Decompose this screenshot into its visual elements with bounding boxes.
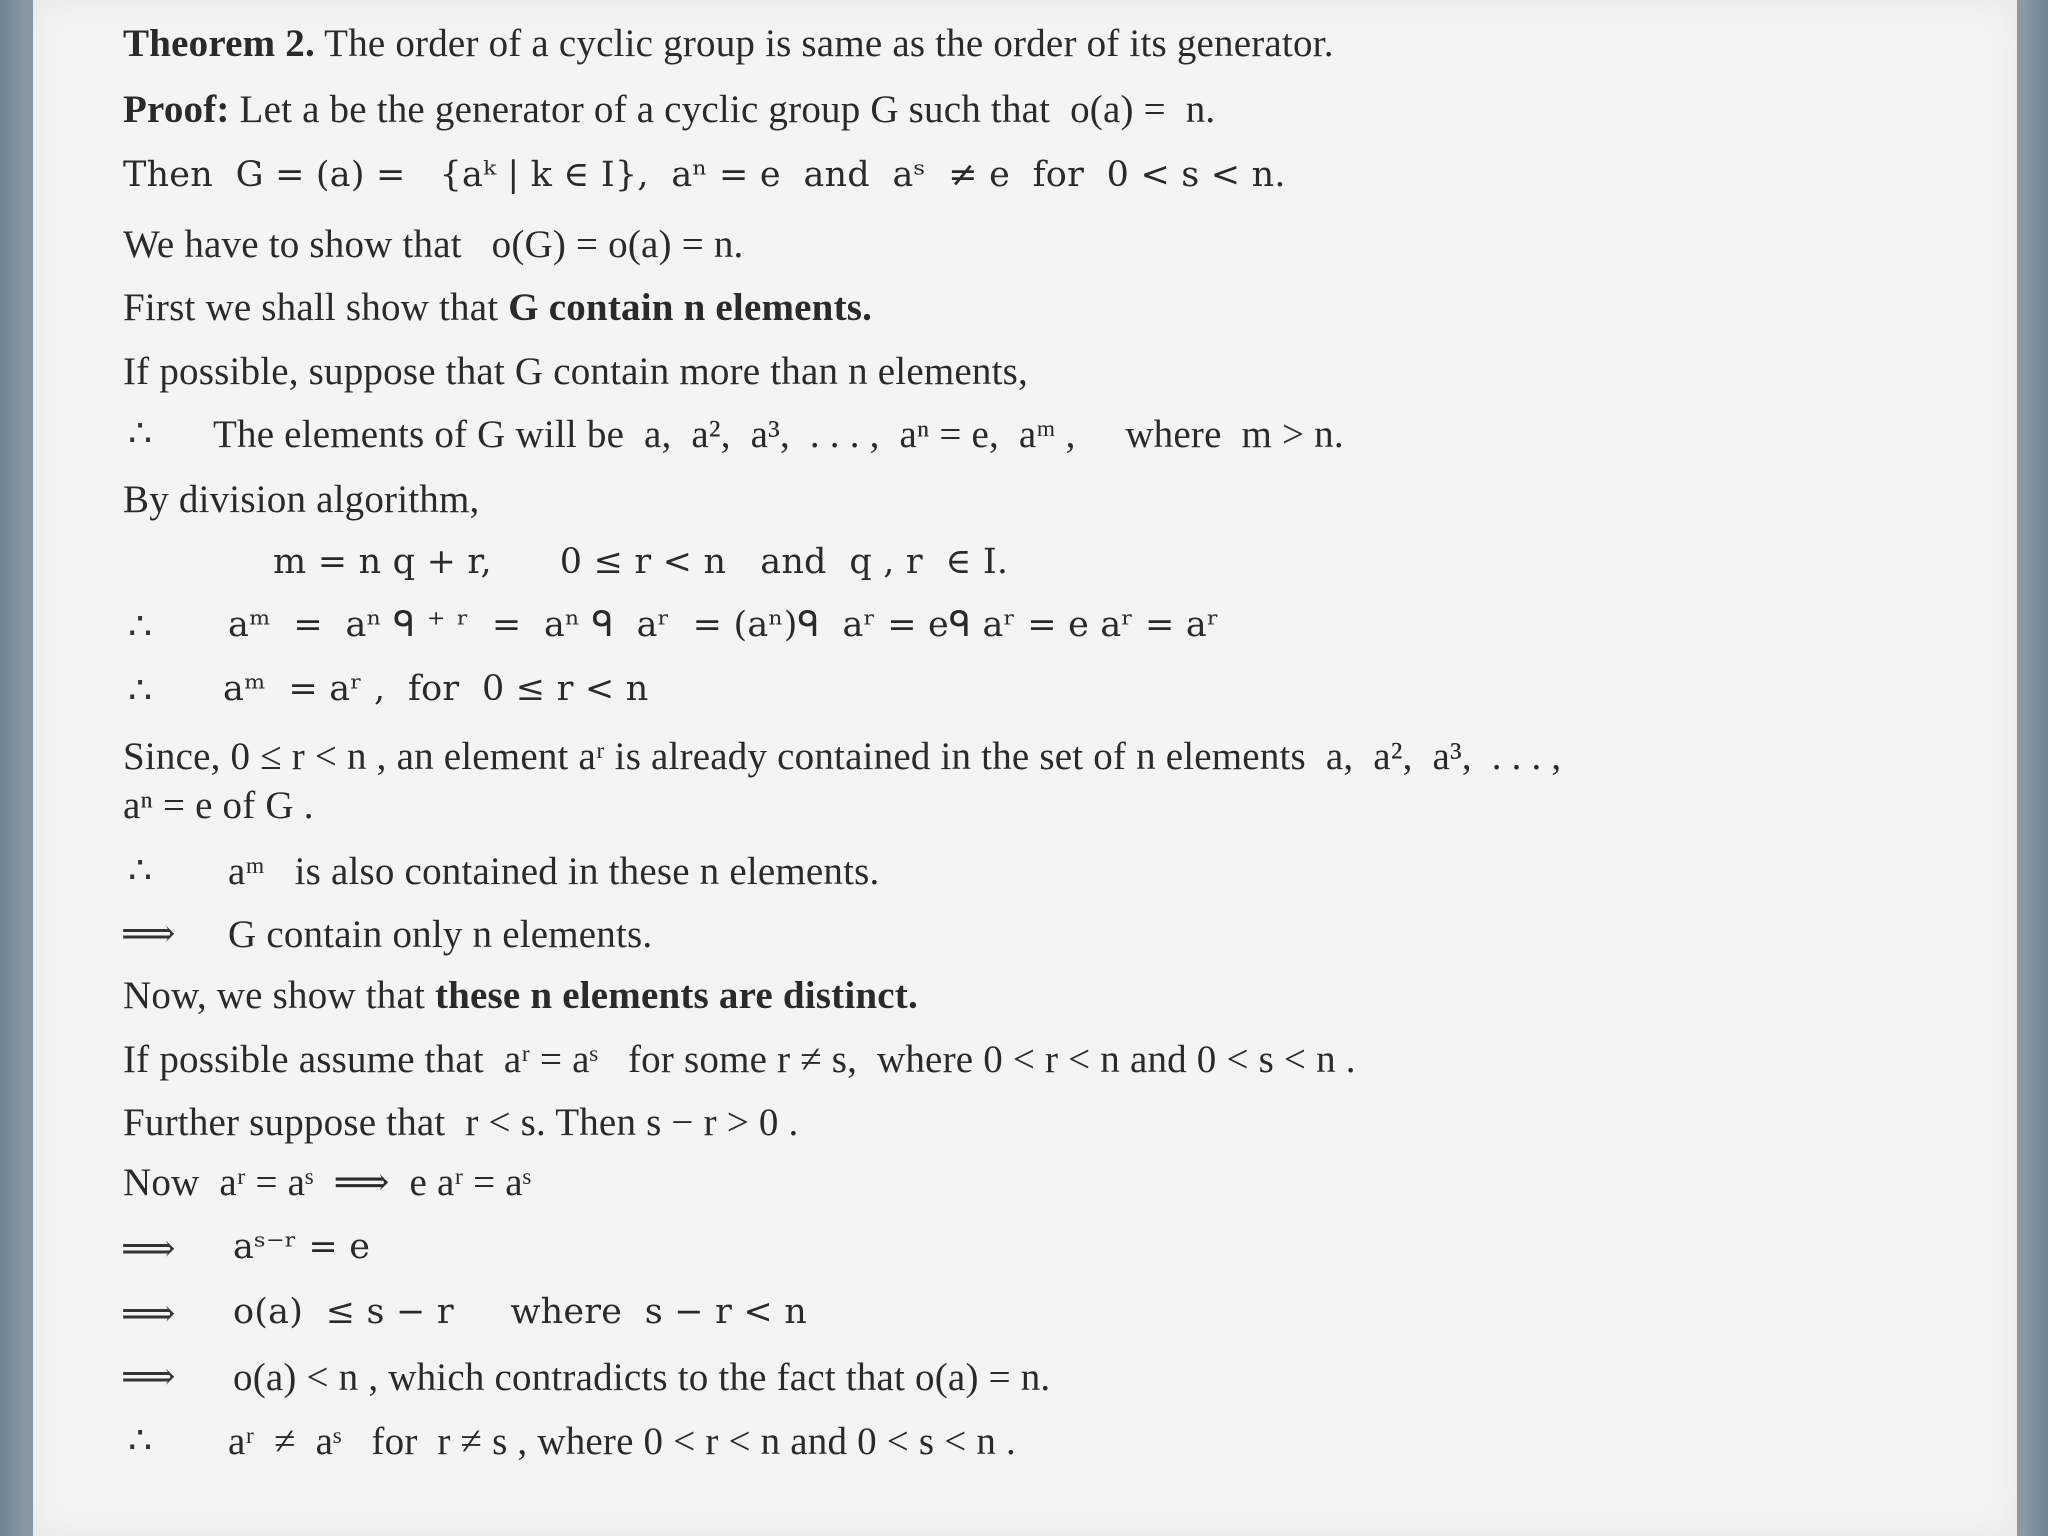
document-page [33, 0, 2017, 1536]
implies-icon: ⟹ [121, 1356, 176, 1398]
therefore-icon: ∴ [128, 850, 153, 892]
line-m-eq: m = n q + r, 0 ≤ r < n and q , r ∈ I. [273, 542, 1009, 582]
theorem-text: The order of a cyclic group is same as the order of its generator. [314, 22, 1334, 65]
therefore-icon: ∴ [128, 1420, 153, 1462]
line-now-ar: Now aʳ = aˢ ⟹ e aʳ = aˢ [123, 1161, 532, 1204]
now-text: Now, we show that [123, 974, 435, 1017]
implies-icon: ⟹ [121, 913, 176, 955]
first-bold: G contain n elements. [508, 286, 873, 329]
line-since: Since, 0 ≤ r < n , an element aʳ is already contained in the set of n elements a, a², a³, . . . , [123, 735, 1562, 778]
line-as-r: aˢ⁻ʳ = e [233, 1227, 371, 1267]
proof-intro [123, 90, 1215, 129]
theorem-label: Theorem 2. [123, 22, 315, 65]
line-am-ar: aᵐ = aʳ , for 0 ≤ r < n [223, 669, 649, 709]
therefore-icon: ∴ [128, 413, 153, 455]
proof-text: Let a be the generator of a cyclic group G such that o(a) = n. [229, 88, 1216, 131]
line-oa-lt: o(a) < n , which contradicts to the fact that o(a) = n. [233, 1356, 1051, 1399]
line-ar-ne: aʳ ≠ aˢ for r ≠ s , where 0 < r < n and 0 < s < n . [228, 1420, 1017, 1463]
implies-icon: ⟹ [121, 1228, 176, 1270]
line-further: Further suppose that r < s. Then s − r > 0 . [123, 1101, 799, 1144]
line-first [123, 288, 872, 327]
therefore-icon: ∴ [128, 670, 153, 712]
therefore-icon: ∴ [128, 606, 153, 648]
theorem-statement [123, 24, 1334, 63]
line-then: Then G = (a) = {aᵏ | k ∈ I}, aⁿ = e and aˢ ≠ e for 0 < s < n. [123, 155, 1286, 195]
now-bold: these n elements are distinct. [434, 974, 918, 1017]
line-am-chain: aᵐ = aⁿ ᑫ ⁺ ʳ = aⁿ ᑫ aʳ = (aⁿ)ᑫ aʳ = eᑫ aʳ = e aʳ = aʳ [228, 605, 1220, 645]
line-assume: If possible assume that aʳ = aˢ for some r ≠ s, where 0 < r < n and 0 < s < n . [123, 1038, 1356, 1081]
line-ifpossible: If possible, suppose that G contain more than n elements, [123, 350, 1028, 393]
line-only: G contain only n elements. [228, 913, 653, 956]
implies-icon: ⟹ [121, 1293, 176, 1335]
line-now [123, 976, 918, 1015]
first-text: First we shall show that [123, 286, 509, 329]
line-elements: The elements of G will be a, a², a³, . . . , aⁿ = e, aᵐ , where m > n. [213, 413, 1344, 456]
line-division: By division algorithm, [123, 478, 480, 521]
line-an-e: aⁿ = e of G . [123, 784, 314, 827]
line-oa-le: o(a) ≤ s − r where s − r < n [233, 1292, 807, 1332]
line-show: We have to show that o(G) = o(a) = n. [123, 223, 744, 266]
line-also: aᵐ is also contained in these n elements. [228, 850, 880, 893]
proof-label: Proof: [123, 88, 230, 131]
